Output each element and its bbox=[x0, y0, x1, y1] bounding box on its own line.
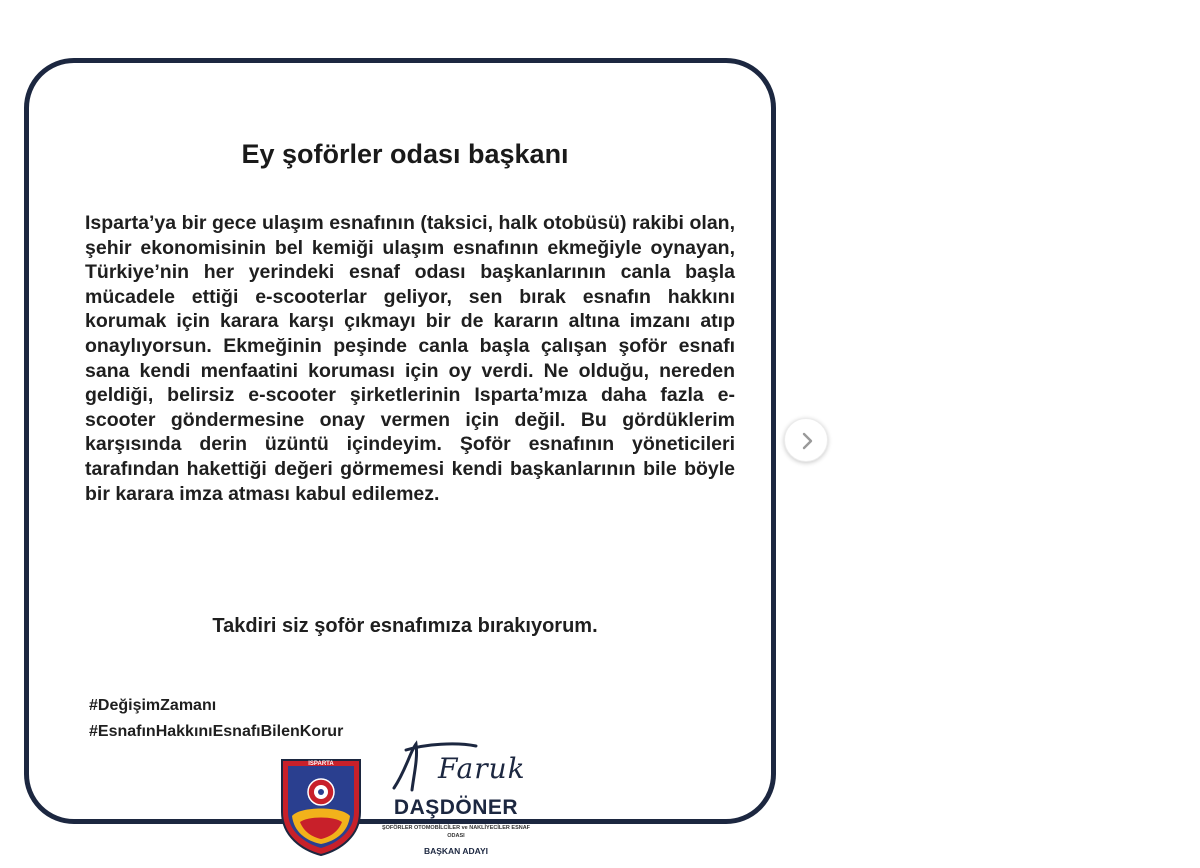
next-image-button[interactable] bbox=[784, 418, 828, 462]
chevron-right-icon bbox=[799, 432, 815, 450]
candidate-role: BAŞKAN ADAYI bbox=[423, 846, 489, 856]
chamber-emblem-logo bbox=[276, 756, 366, 856]
post-card bbox=[24, 58, 776, 824]
hashtag-list bbox=[89, 693, 343, 745]
post-title: Ey şoförler odası başkanı bbox=[241, 139, 569, 169]
signature-script: Faruk bbox=[438, 752, 526, 785]
emblem-text: ISPARTA bbox=[308, 761, 334, 767]
candidate-signature bbox=[376, 740, 536, 860]
hashtag: #EsnafınHakkınıEsnafıBilenKorur bbox=[89, 723, 344, 740]
post-body-text: Isparta’ya bir gece ulaşım esnafının (taksici, halk otobüsü) rakibi olan, şehir ekonomisinin bel kemiği ulaşım esnafının ekmeğiyle oynayan, Türkiye’nin her yerindeki esnaf odası başkanlarının canla başla mücadele ettiği e-scooterlar geliyor, sen bırak esnafın hakkını korumak için karara karşı çıkmayı bir de kararın altına imzanı atıp onaylıyorsun. Ekmeğinin peşinde canla başla çalışan şoför esnafı sana kendi menfaatini koruması için oy verdi. Ne olduğu, nereden geldiği, belirsiz e-scooter şirketlerinin Isparta’mıza daha fazla e-scooter göndermesine onay vermen için değil. Bu gördüklerim karşısında derin üzüntü içindeyim. Şoför esnafının yöneticileri tarafından hakettiği değeri görmemesi kendi başkanlarının bile böyle bir karara imza atması kabul edilemez. bbox=[85, 212, 735, 505]
post-closing-line: Takdiri siz şoför esnafımıza bırakıyorum. bbox=[212, 615, 598, 637]
candidate-name: DAŞDÖNER bbox=[393, 796, 519, 819]
hashtag: #DeğişimZamanı bbox=[89, 697, 217, 714]
chamber-name: ŞOFÖRLER OTOMOBİLCİLER ve NAKLİYECİLER ESNAF ODASI bbox=[381, 825, 531, 839]
